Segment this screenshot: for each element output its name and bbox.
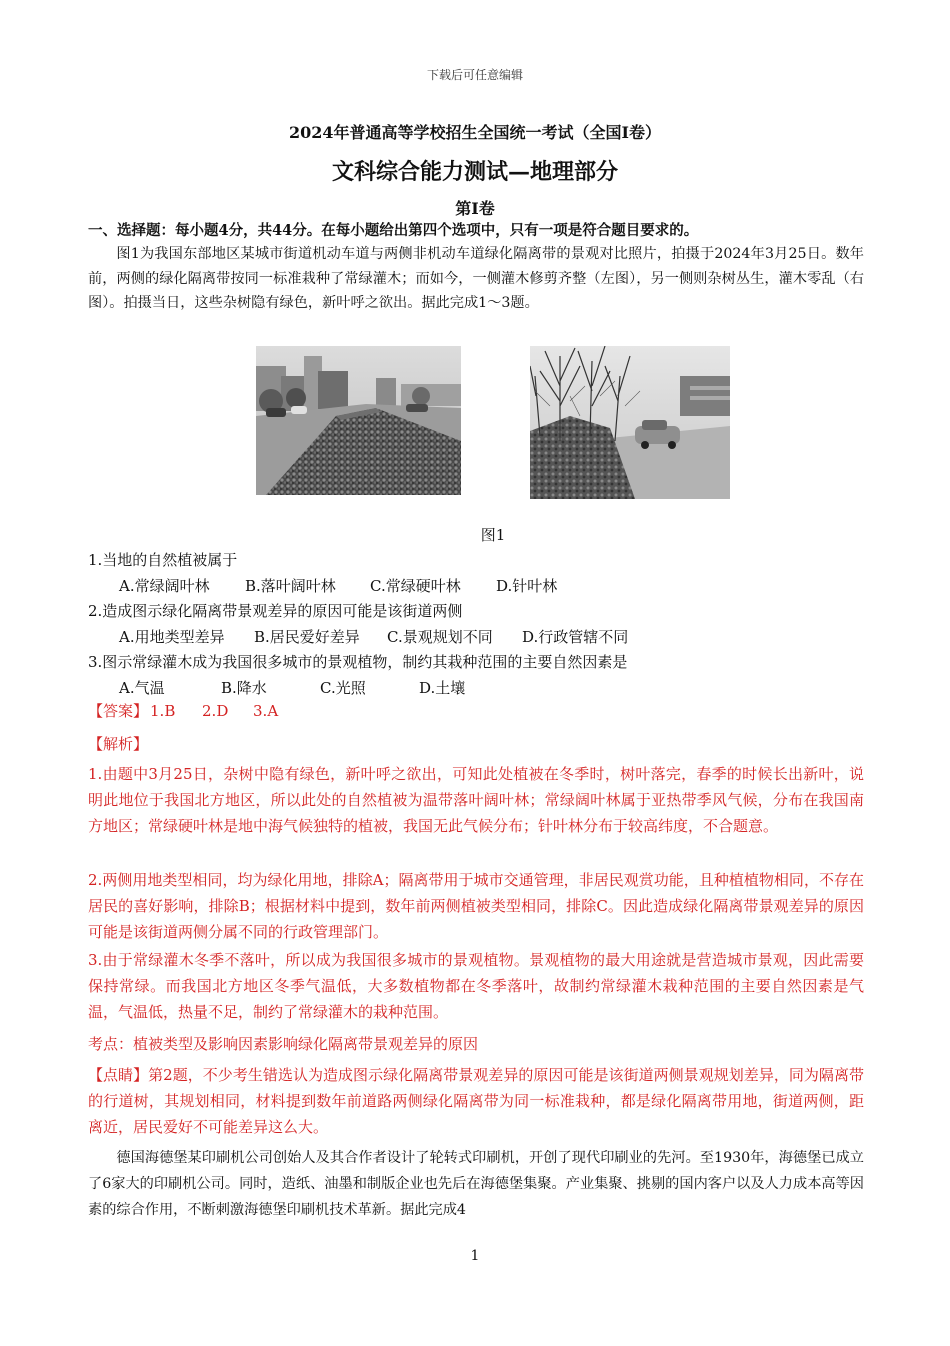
figure-caption: 图1 [480,526,506,544]
intro-paragraph: 图1为我国东部地区某城市街道机动车道与两侧非机动车道绿化隔离带的景观对比照片，拍摄于2024年3月25日。数年前，两侧的绿化隔离带按同一标准栽种了常绿灌木；而如今，一侧灌木修剪齐整（左图），另一侧则杂树丛生，灌木零乱（右图）。拍摄当日，这些杂树隐有绿色，新叶呼之欲出。据此完成1～3题。 [88,246,864,311]
option: B.居民爱好差异 [254,628,360,646]
question-3-stem: 3.图示常绿灌木成为我国很多城市的景观植物，制约其栽种范围的主要自然因素是 [88,653,628,671]
option: C.光照 [320,679,366,697]
overgrown-hedge-image [530,346,730,499]
answer-line [88,700,278,721]
analysis-label: 【解析】 [88,735,149,753]
option: C.常绿硬叶林 [370,577,461,595]
next-material-paragraph: 德国海德堡某印刷机公司创始人及其合作者设计了轮转式印刷机，开创了现代印刷业的先河。至1930年，海德堡已成立了6家大的印刷机公司。同时，造纸、油墨和制版企业也先后在海德堡集聚。产业集聚、挑剔的国内客户以及人力成本高等因素的综合作用，不断刺激海德堡印刷机技术革新。据此完成4 [88,1150,864,1218]
dianjing-paragraph [88,1062,864,1140]
dianjing-text: 第2题，不少考生错选认为造成图示绿化隔离带景观差异的原因可能是该街道两侧景观规划差异，同为隔离带的行道树，其规划相同，材料提到数年前道路两侧绿化隔离带为同一标准栽种，都是绿化隔离带用地，街道两侧，距离近，居民爱好不可能差异这么大。 [88,1066,864,1136]
analysis-2: 2.两侧用地类型相同，均为绿化用地，排除A；隔离带用于城市交通管理，非居民观赏功能，且种植植物相同，不存在居民的喜好影响，排除B；根据材料中提到，数年前两侧植被类型相同，排除C。因此造成绿化隔离带景观差异的原因可能是该街道两侧分属不同的行政管理部门。 [88,871,864,941]
analysis-1: 1.由题中3月25日，杂树中隐有绿色，新叶呼之欲出，可知此处植被在冬季时，树叶落完，春季的时候长出新叶，说明此地位于我国北方地区，所以此处的自然植被为温带落叶阔叶林；常绿阔叶林属于亚热带季风气候，分布在我国南方地区；常绿硬叶林是地中海气候独特的植被，我国无此气候分布；针叶林分布于较高纬度，不合题意。 [88,765,864,835]
volume-title: 第Ⅰ卷 [455,199,495,218]
photo-trimmed-hedge [256,346,461,495]
page-number: 1 [470,1248,480,1264]
question-2-options [119,626,628,647]
question-1-options [119,575,557,596]
question-2-stem: 2.造成图示绿化隔离带景观差异的原因可能是该街道两侧 [88,602,463,620]
question-1-stem: 1.当地的自然植被属于 [88,551,238,569]
option: C.景观规划不同 [387,628,493,646]
option: A.气温 [119,679,165,697]
trimmed-hedge-image [256,346,461,495]
answer-label: 【答案】 [88,702,149,720]
kaodian-line: 考点：植被类型及影响因素影响绿化隔离带景观差异的原因 [88,1035,479,1053]
option: A.常绿阔叶林 [119,577,210,595]
option: D.行政管辖不同 [522,628,629,646]
subject-title: 文科综合能力测试—地理部分 [331,159,618,185]
option: B.落叶阔叶林 [245,577,336,595]
section-heading: 一、选择题：每小题4分，共44分。在每小题给出第四个选项中，只有一项是符合题目要求的。 [88,222,699,239]
answer-item: 2.D [202,702,229,720]
photo-overgrown-hedge [530,346,730,499]
option: A.用地类型差异 [119,628,225,646]
exam-title: 2024年普通高等学校招生全国统一考试（全国Ⅰ卷） [288,123,662,142]
header-note: 下载后可任意编辑 [426,68,523,82]
option: D.土壤 [419,679,466,697]
dianjing-label: 【点睛】 [88,1066,149,1084]
answer-item: 1.B [150,702,176,720]
option: D.针叶林 [496,577,558,595]
question-3-options [119,677,465,698]
answer-item: 3.A [253,702,279,720]
analysis-3: 3.由于常绿灌木冬季不落叶，所以成为我国很多城市的景观植物。景观植物的最大用途就是营造城市景观，因此需要保持常绿。而我国北方地区冬季气温低，大多数植物都在冬季落叶，故制约常绿灌木栽种范围的主要自然因素是气温，气温低，热量不足，制约了常绿灌木的栽种范围。 [88,951,864,1021]
option: B.降水 [221,679,267,697]
